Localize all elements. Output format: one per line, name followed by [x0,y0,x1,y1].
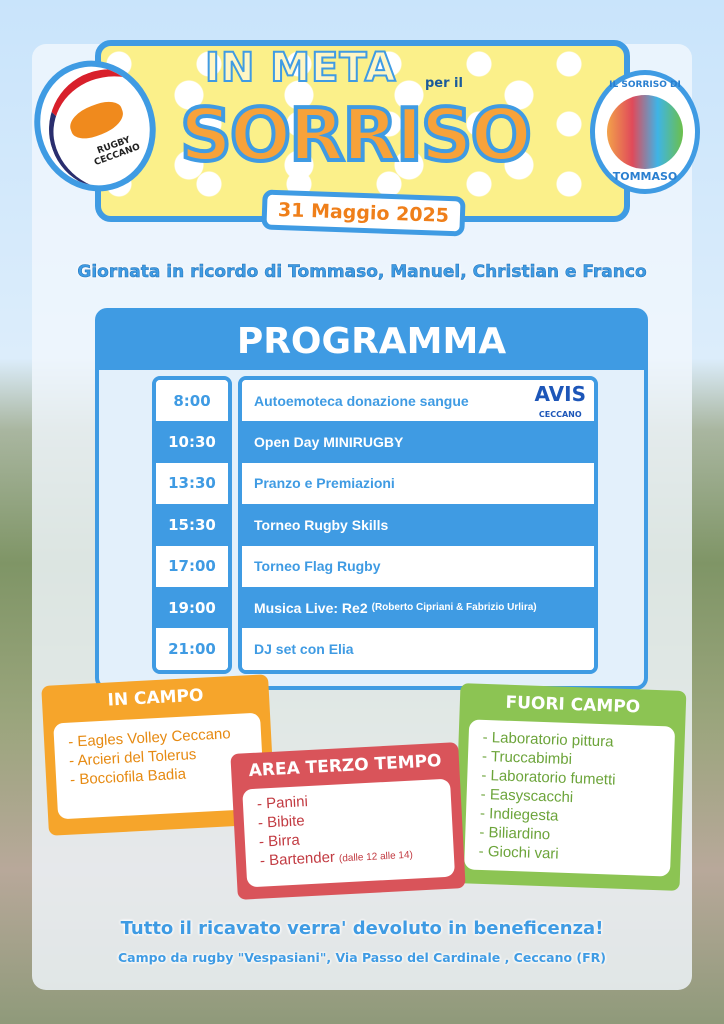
event-label: Musica Live: Re2 [254,599,368,616]
list-item-label: - Eagles Volley Ceccano [67,725,232,751]
avis-logo-sub: CECCANO [538,410,582,419]
list-item-label: - Panini [256,793,309,813]
title-sorriso: SORRISO [180,93,530,177]
schedule-event [242,421,594,462]
schedule-event [242,628,594,669]
schedule-time: 8:00 [156,380,228,421]
list-item-label: - Laboratorio pittura [482,728,614,751]
charity-note: Tutto il ricavato verra' devoluto in beneficenza! [120,918,604,939]
list-item-label: - Arcieri del Tolerus [68,746,197,770]
balloon-icon [607,95,683,169]
event-label: Open Day MINIRUGBY [254,434,404,451]
rugby-ceccano-logo: RUGBY CECCANO [16,43,174,208]
avis-logo [535,384,586,420]
fuori-campo-title: FUORI CAMPO [505,692,641,718]
event-label: DJ set con Elia [254,641,354,658]
list-item-label: - Laboratorio fumetti [481,766,616,789]
schedule-event [242,463,594,504]
subtitle: Giornata in ricordo di Tommaso, Manuel, Christian e Franco [77,262,647,282]
list-item-label: - Giochi vari [478,842,559,863]
schedule-time: 13:30 [156,463,228,504]
in-campo-title: IN CAMPO [107,685,204,711]
schedule-time: 17:00 [156,546,228,587]
schedule-times [152,376,232,674]
event-label: Autoemoteca donazione sangue [254,392,469,409]
fuori-campo-card [454,683,687,891]
terzo-tempo-card [230,742,465,900]
event-label: Torneo Flag Rugby [254,558,381,575]
event-label: Pranzo e Premiazioni [254,475,395,492]
title-per-il: per il [425,76,463,91]
schedule-event [242,380,594,421]
sorriso-tommaso-logo: IL SORRISO DI TOMMASO [590,70,700,194]
list-item-label: - Truccabimbi [481,747,573,769]
list-item-label: - Easyscacchi [480,785,574,807]
schedule-time: 10:30 [156,421,228,462]
schedule-event [242,504,594,545]
schedule-events [238,376,598,674]
venue-address: Campo da rugby "Vespasiani", Via Passo del Cardinale , Ceccano (FR) [117,950,607,965]
event-label: Torneo Rugby Skills [254,516,389,533]
list-item-label: - Bartender [259,848,336,870]
list-item-label: - Biliardino [479,823,551,844]
schedule-time: 21:00 [156,628,228,669]
avis-logo-text: AVIS [534,382,586,406]
list-item-label: - Bocciofila Badia [69,765,187,789]
title-in-meta: IN META [205,45,397,91]
programma-title: PROGRAMMA [99,312,644,370]
schedule-time: 15:30 [156,504,228,545]
list-item-label: - Birra [258,831,301,851]
schedule-event [242,587,594,628]
event-date: 31 Maggio 2025 [261,189,465,236]
schedule-event [242,546,594,587]
list-item-label: - Indiegesta [479,804,559,825]
terzo-tempo-title: AREA TERZO TEMPO [248,751,442,782]
schedule-time: 19:00 [156,587,228,628]
list-item-label: - Bibite [257,812,306,832]
event-note: (Roberto Cipriani & Fabrizio Urlira) [371,602,537,614]
bartender-note: (dalle 12 alle 14) [338,849,414,865]
